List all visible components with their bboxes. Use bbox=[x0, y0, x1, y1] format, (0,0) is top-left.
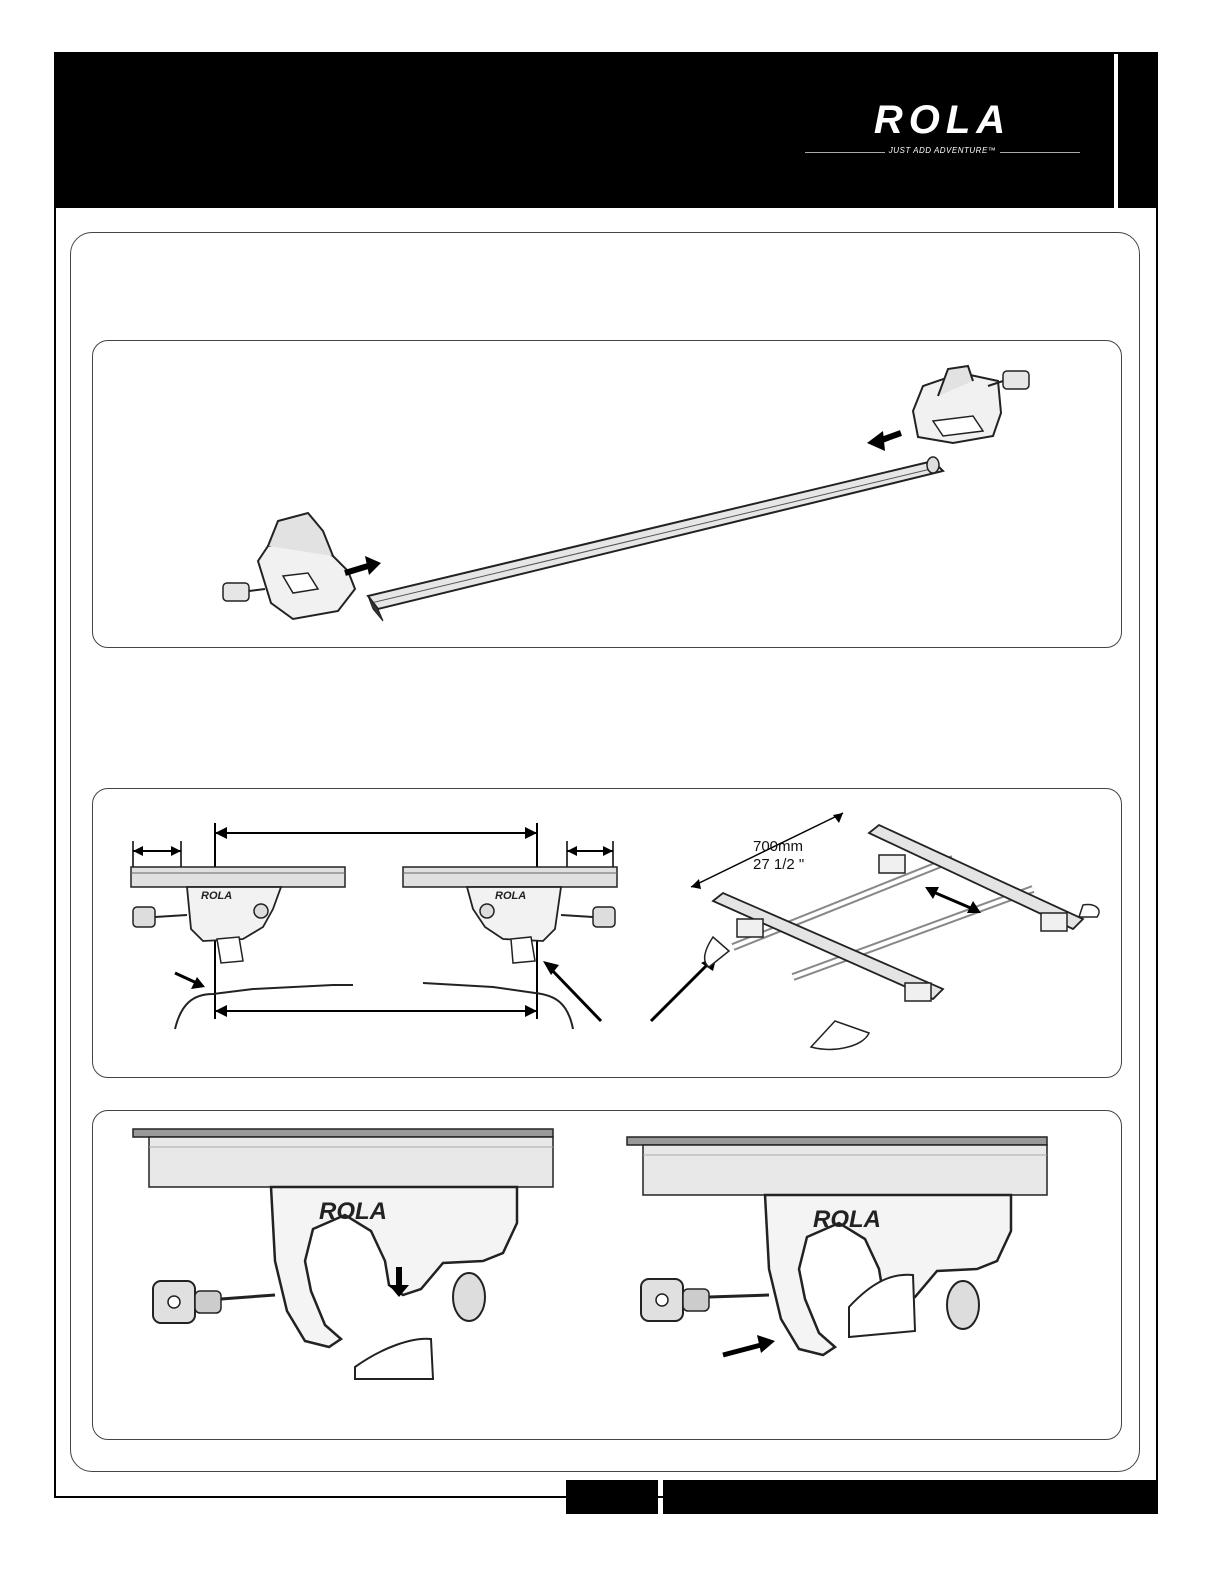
foot-brand-mark: ROLA bbox=[201, 890, 233, 902]
step-panel-assembly bbox=[92, 340, 1122, 648]
roof-profile bbox=[175, 983, 573, 1029]
crossbar-drawing bbox=[368, 457, 943, 621]
right-foot-side-view bbox=[467, 887, 615, 963]
brand-name: ROLA bbox=[873, 98, 1012, 142]
rola-logo bbox=[805, 98, 1080, 160]
positioning-illustration bbox=[93, 789, 1122, 1078]
left-foot-drawing bbox=[223, 513, 355, 619]
left-foot-side-view bbox=[133, 887, 281, 963]
arrow-icon bbox=[345, 556, 381, 575]
crossbar-right-segment bbox=[403, 867, 617, 887]
footer-rule bbox=[54, 1496, 552, 1498]
assembly-illustration bbox=[93, 341, 1122, 648]
arrow-icon bbox=[867, 431, 901, 451]
spacing-metric: 700mm bbox=[753, 838, 804, 855]
clamping-illustration bbox=[93, 1111, 1122, 1440]
dimension-line-bottom bbox=[215, 1005, 537, 1017]
right-foot-drawing bbox=[913, 366, 1029, 443]
foot-brand-mark: ROLA bbox=[495, 890, 527, 902]
foot-brand-mark: ROLA bbox=[813, 1206, 881, 1233]
spacing-imperial: 27 1/2 " bbox=[753, 856, 805, 873]
arrow-icon bbox=[543, 961, 601, 1021]
foot-closed-detail bbox=[627, 1137, 1047, 1355]
crossbar-left-segment bbox=[131, 867, 345, 887]
rack-perspective-view bbox=[691, 813, 1099, 1049]
foot-open-detail bbox=[133, 1129, 553, 1379]
step-panel-positioning bbox=[92, 788, 1122, 1078]
foot-brand-mark: ROLA bbox=[319, 1198, 387, 1225]
step-panel-clamping bbox=[92, 1110, 1122, 1440]
brand-tagline: JUST ADD ADVENTURE™ bbox=[888, 146, 997, 155]
footer-bar bbox=[663, 1480, 1158, 1514]
arrow-icon bbox=[175, 973, 205, 989]
footer-page-box bbox=[566, 1480, 658, 1514]
